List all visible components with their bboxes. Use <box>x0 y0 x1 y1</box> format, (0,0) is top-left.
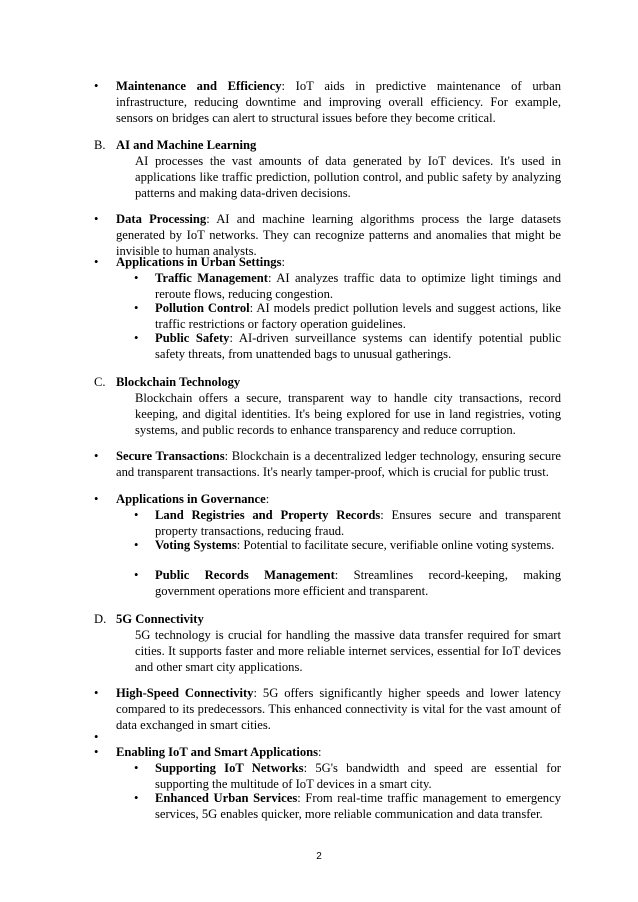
bullet-marker: • <box>94 79 99 93</box>
bullet-marker: • <box>94 492 99 506</box>
section-intro: Blockchain offers a secure, transparent way to handle city transactions, record keeping, and digital identities. It's being explored for use in land registries, voting systems, and public records to enhance transparency and reduce corruption. <box>135 391 561 437</box>
sub-bullet-voting: Voting Systems: Potential to facilitate secure, verifiable online voting systems. <box>155 538 555 552</box>
bullet-marker-empty: • <box>94 730 99 744</box>
sub-bullet-land-registries: Land Registries and Property Records: Ensures secure and transparent property transactions, reducing fraud. <box>155 508 561 538</box>
section-heading: 5G Connectivity <box>116 612 204 626</box>
section-heading: AI and Machine Learning <box>116 138 257 152</box>
sub-bullet-marker: • <box>134 331 139 345</box>
section-intro: AI processes the vast amounts of data generated by IoT devices. It's used in applications like traffic prediction, pollution control, and public safety by analyzing patterns and making data-driven decisions. <box>135 154 561 200</box>
bullet-marker: • <box>94 449 99 463</box>
sub-bullet-marker: • <box>134 568 139 582</box>
section-heading: Blockchain Technology <box>116 375 241 389</box>
page-number: 2 <box>316 851 322 862</box>
bullet-title: Maintenance and Efficiency <box>116 79 282 93</box>
bullet-applications-governance: Applications in Governance: <box>116 492 270 506</box>
sub-bullet-public-records: Public Records Management: Streamlines record-keeping, making government operations more efficient and transparent. <box>155 568 561 598</box>
sub-bullet-marker: • <box>134 271 139 285</box>
bullet-data-processing: Data Processing: AI and machine learning algorithms process the large datasets generated by IoT networks. They can recognize patterns and anomalies that might be invisible to human analysts. <box>116 212 561 258</box>
sub-bullet-marker: • <box>134 791 139 805</box>
sub-bullet-marker: • <box>134 538 139 552</box>
section-letter: D. <box>94 612 107 626</box>
sub-bullet-iot-networks: Supporting IoT Networks: 5G's bandwidth and speed are essential for supporting the multitude of IoT devices in a smart city. <box>155 761 561 791</box>
bullet-maintenance <box>116 78 561 126</box>
sub-bullet-traffic: Traffic Management: AI analyzes traffic data to optimize light timings and reroute flows, reducing congestion. <box>155 271 561 301</box>
bullet-enabling-iot: Enabling IoT and Smart Applications: <box>116 745 322 759</box>
section-letter: C. <box>94 375 106 389</box>
bullet-marker: • <box>94 745 99 759</box>
sub-bullet-urban-services: Enhanced Urban Services: From real-time traffic management to emergency services, 5G enables quicker, more reliable communication and data transfer. <box>155 791 561 821</box>
sub-bullet-marker: • <box>134 508 139 522</box>
bullet-secure-transactions: Secure Transactions: Blockchain is a decentralized ledger technology, ensuring secure and transparent transactions. It's nearly tamper-proof, which is crucial for public trust. <box>116 449 561 479</box>
bullet-high-speed: High-Speed Connectivity: 5G offers significantly higher speeds and lower latency compared to its predecessors. This enhanced connectivity is vital for the vast amount of data exchanged in smart cities. <box>116 686 561 732</box>
section-letter: B. <box>94 138 106 152</box>
bullet-text: : IoT aids in predictive maintenance of urban infrastructure, reducing downtime and improving overall efficiency. For example, sensors on bridges can alert to structural issues before they become critical. <box>116 79 561 125</box>
section-intro: 5G technology is crucial for handling the massive data transfer required for smart cities. It supports faster and more reliable internet services, essential for IoT devices and other smart city applications. <box>135 628 561 674</box>
sub-bullet-marker: • <box>134 761 139 775</box>
sub-bullet-pollution: Pollution Control: AI models predict pollution levels and suggest actions, like traffic restrictions or factory operation guidelines. <box>155 301 561 331</box>
bullet-applications-urban: Applications in Urban Settings: <box>116 255 286 269</box>
bullet-marker: • <box>94 255 99 269</box>
bullet-marker: • <box>94 212 99 226</box>
sub-bullet-marker: • <box>134 301 139 315</box>
sub-bullet-safety: Public Safety: AI-driven surveillance systems can identify potential public safety threats, from unattended bags to unusual gatherings. <box>155 331 562 361</box>
bullet-marker: • <box>94 686 99 700</box>
